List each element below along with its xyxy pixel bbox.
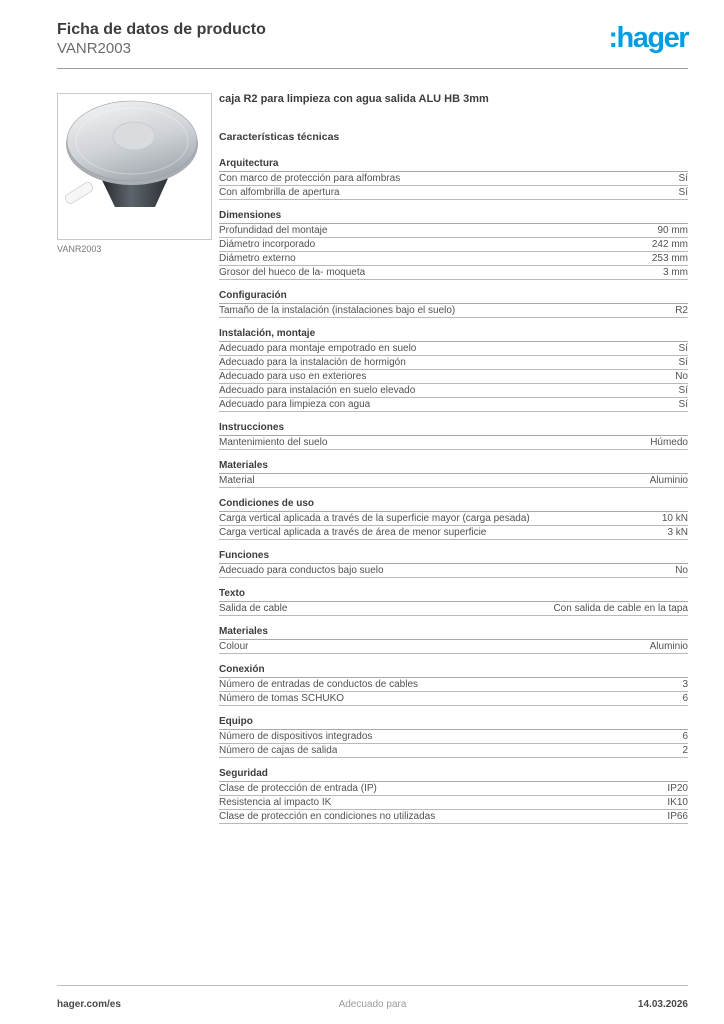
product-code: VANR2003 [57, 40, 131, 57]
spec-section [219, 328, 688, 412]
spec-label: Adecuado para conductos bajo suelo [219, 565, 384, 576]
spec-label: Número de cajas de salida [219, 745, 338, 756]
spec-value: IK10 [667, 797, 688, 808]
page-title: Ficha de datos de producto [57, 21, 266, 38]
spec-label: Diámetro incorporado [219, 239, 316, 250]
spec-section [219, 158, 688, 200]
section-rows [219, 224, 688, 280]
section-rows [219, 172, 688, 200]
section-rows [219, 512, 688, 540]
header [57, 20, 688, 58]
spec-label: Con alfombrilla de apertura [219, 187, 340, 198]
spec-row [219, 370, 688, 384]
spec-section [219, 290, 688, 318]
section-title: Seguridad [219, 768, 688, 782]
spec-label: Tamaño de la instalación (instalaciones bajo el suelo) [219, 305, 456, 316]
footer-date: 14.03.2026 [637, 999, 688, 1010]
spec-value: 3 kN [667, 527, 688, 538]
spec-value: Sí [678, 187, 688, 198]
spec-row [219, 384, 688, 398]
section-rows [219, 342, 688, 412]
spec-value: 3 [682, 679, 688, 690]
spec-label: Número de tomas SCHUKO [219, 693, 345, 704]
spec-value: Sí [678, 173, 688, 184]
spec-label: Clase de protección de entrada (IP) [219, 783, 377, 794]
spec-value: 253 mm [651, 253, 688, 264]
spec-section [219, 716, 688, 758]
spec-value: IP20 [667, 783, 688, 794]
section-title: Equipo [219, 716, 688, 730]
spec-row [219, 744, 688, 758]
spec-row [219, 796, 688, 810]
spec-label: Adecuado para instalación en suelo elevado [219, 385, 416, 396]
spec-value: 90 mm [657, 225, 688, 236]
spec-row [219, 238, 688, 252]
spec-sections [219, 158, 688, 824]
footer [57, 999, 688, 1010]
spec-label: Carga vertical aplicada a través de área de menor superficie [219, 527, 487, 538]
spec-row [219, 436, 688, 450]
spec-label: Salida de cable [219, 603, 288, 614]
spec-row [219, 356, 688, 370]
spec-row [219, 564, 688, 578]
spec-row [219, 640, 688, 654]
spec-value: 6 [682, 693, 688, 704]
section-rows [219, 436, 688, 450]
section-title: Conexión [219, 664, 688, 678]
spec-row [219, 810, 688, 824]
header-divider [57, 68, 688, 69]
section-rows [219, 602, 688, 616]
spec-label: Resistencia al impacto IK [219, 797, 332, 808]
product-title: caja R2 para limpieza con agua salida ALU HB 3mm [219, 93, 489, 105]
spec-row [219, 252, 688, 266]
spec-value: Con salida de cable en la tapa [553, 603, 688, 614]
spec-row [219, 526, 688, 540]
footer-note: Adecuado para [338, 999, 407, 1010]
spec-row [219, 172, 688, 186]
spec-row [219, 474, 688, 488]
accessory-wedge [64, 181, 95, 205]
spec-label: Número de entradas de conductos de cables [219, 679, 419, 690]
product-image [57, 93, 212, 240]
spec-value: IP66 [667, 811, 688, 822]
spec-section [219, 460, 688, 488]
spec-value: No [675, 371, 688, 382]
spec-section [219, 626, 688, 654]
section-rows [219, 678, 688, 706]
spec-section [219, 498, 688, 540]
spec-value: Aluminio [649, 475, 688, 486]
spec-column [219, 93, 688, 824]
spec-label: Clase de protección en condiciones no utilizadas [219, 811, 436, 822]
section-rows [219, 564, 688, 578]
spec-row [219, 602, 688, 616]
spec-label: Grosor del hueco de la- moqueta [219, 267, 366, 278]
spec-section [219, 664, 688, 706]
spec-label: Material [219, 475, 255, 486]
spec-label: Colour [219, 641, 249, 652]
spec-value: Sí [678, 385, 688, 396]
section-rows [219, 474, 688, 488]
spec-row [219, 512, 688, 526]
spec-row [219, 678, 688, 692]
section-rows [219, 730, 688, 758]
spec-value: 10 kN [661, 513, 688, 524]
spec-value: Sí [678, 343, 688, 354]
spec-row [219, 692, 688, 706]
spec-value: 6 [682, 731, 688, 742]
section-title: Funciones [219, 550, 688, 564]
spec-value: 3 mm [663, 267, 688, 278]
section-title: Materiales [219, 460, 688, 474]
section-title: Configuración [219, 290, 688, 304]
spec-value: R2 [675, 305, 688, 316]
spec-label: Diámetro externo [219, 253, 296, 264]
section-rows [219, 782, 688, 824]
section-title: Texto [219, 588, 688, 602]
spec-value: Húmedo [650, 437, 688, 448]
spec-row [219, 304, 688, 318]
spec-label: Con marco de protección para alfombras [219, 173, 401, 184]
spec-label: Adecuado para montaje empotrado en suelo [219, 343, 417, 354]
hager-logo: :hager [608, 22, 688, 54]
spec-row [219, 782, 688, 796]
main-content [57, 93, 688, 824]
footer-website: hager.com/es [57, 999, 121, 1010]
section-title: Dimensiones [219, 210, 688, 224]
lid-center-button [113, 122, 155, 150]
footer-divider [57, 985, 688, 986]
spec-value: Aluminio [649, 641, 688, 652]
spec-label: Carga vertical aplicada a través de la superficie mayor (carga pesada) [219, 513, 530, 524]
spec-value: 242 mm [651, 239, 688, 250]
spec-value: Sí [678, 399, 688, 410]
floor-box-illustration [58, 94, 211, 239]
spec-label: Profundidad del montaje [219, 225, 328, 236]
spec-row [219, 186, 688, 200]
spec-value: 2 [682, 745, 688, 756]
section-title: Arquitectura [219, 158, 688, 172]
spec-value: No [675, 565, 688, 576]
spec-label: Mantenimiento del suelo [219, 437, 328, 448]
spec-row [219, 730, 688, 744]
spec-row [219, 266, 688, 280]
section-title: Materiales [219, 626, 688, 640]
section-rows [219, 304, 688, 318]
spec-section [219, 768, 688, 824]
section-rows [219, 640, 688, 654]
spec-label: Adecuado para la instalación de hormigón [219, 357, 406, 368]
product-image-caption: VANR2003 [57, 244, 102, 254]
spec-value: Sí [678, 357, 688, 368]
spec-row [219, 398, 688, 412]
section-title: Instrucciones [219, 422, 688, 436]
spec-section [219, 588, 688, 616]
section-title: Condiciones de uso [219, 498, 688, 512]
spec-label: Adecuado para uso en exteriores [219, 371, 367, 382]
spec-label: Número de dispositivos integrados [219, 731, 373, 742]
section-title: Instalación, montaje [219, 328, 688, 342]
spec-label: Adecuado para limpieza con agua [219, 399, 371, 410]
spec-row [219, 342, 688, 356]
spec-section [219, 210, 688, 280]
product-image-column [57, 93, 212, 254]
spec-section [219, 550, 688, 578]
specs-heading: Características técnicas [219, 131, 340, 143]
spec-section [219, 422, 688, 450]
spec-row [219, 224, 688, 238]
